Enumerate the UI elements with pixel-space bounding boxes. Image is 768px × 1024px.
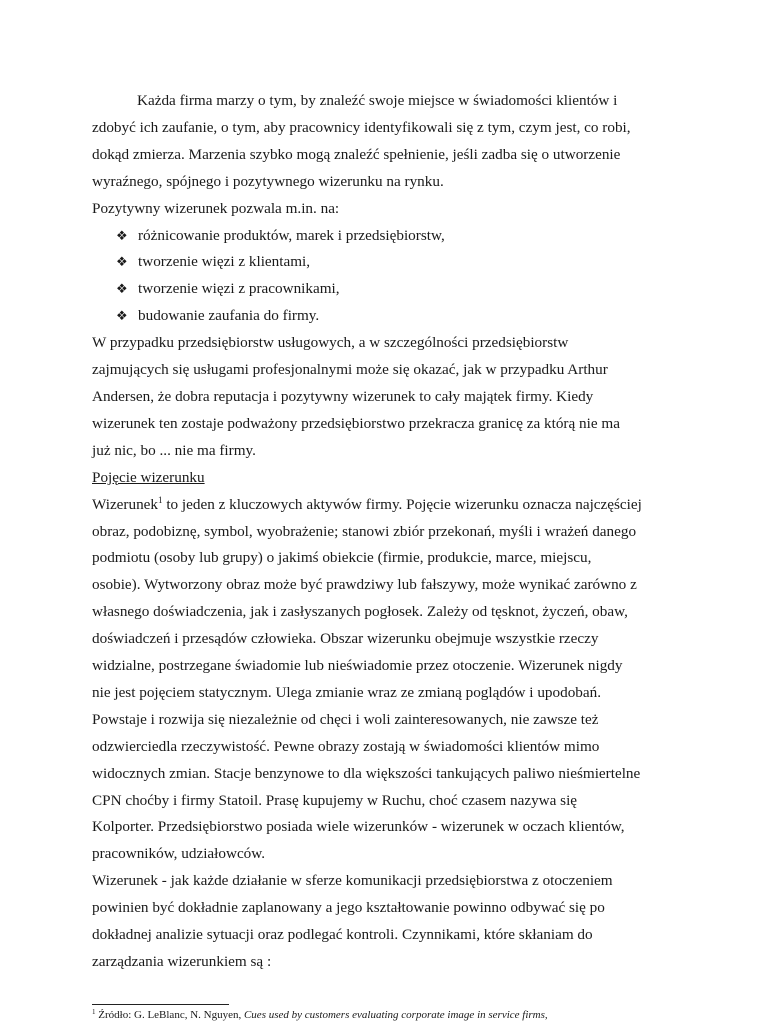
paragraph-intro: Każda firma marzy o tym, by znaleźć swoje miejsce w świadomości klientów i zdobyć ich zaufanie, o tym, aby pracownicy identyfikowali się z tym, czym jest, co robi, dokąd zmierza. Marzenia szybko mogą znaleźć spełnienie, jeśli zadba się o utworzenie wyraźnego, spójnego i pozytywnego wizerunku na rynku. (92, 92, 631, 190)
paragraph-management: Wizerunek - jak każde działanie w sferze komunikacji przedsiębiorstwa z otoczeniem powinien być dokładnie zaplanowany a jego kształtowanie powinno odbywać się po dokładnej analizie sytuacji oraz podlegać kontroli. Czynnikami, które skłaniam do zarządzania wizerunkiem są : (92, 872, 613, 970)
document-page (92, 88, 642, 976)
list-item (92, 249, 642, 276)
list-item-text: różnicowanie produktów, marek i przedsiębiorstw, (138, 226, 445, 244)
footnote-marker: 1 (92, 1008, 96, 1016)
list-item-text: budowanie zaufania do firmy. (138, 307, 320, 325)
list-item (92, 276, 642, 303)
section-heading: Pojęcie wizerunku (92, 468, 205, 486)
bullet-diamond-icon: ❖ (116, 281, 128, 297)
bullet-diamond-icon: ❖ (116, 227, 128, 243)
footnote-separator (92, 1004, 229, 1005)
list-item-text: tworzenie więzi z pracownikami, (138, 280, 340, 298)
paragraph-definition (92, 492, 642, 869)
footnote-text: Źródło: G. LeBlanc, N. Nguyen, (95, 1009, 244, 1021)
footnote-title: Cues used by customers evaluating corporate image in service firms, (243, 1009, 548, 1021)
definition-text: to jeden z kluczowych aktywów firmy. Pojęcie wizerunku oznacza najczęściej obraz, podobiznę, symbol, wyobrażenie; stanowi zbiór przekonań, myśli i wrażeń danego podmiotu (osoby lub grupy) o jakimś obiekcie (firmie, produkcie, marce, miejscu, osobie). Wytworzony obraz może być prawdziwy lub fałszywy, może wynikać zarówno z własnego doświadczenia, jak i zasłyszanych pogłosek. Zależy od tęsknot, życzeń, obaw, doświadczeń i przesądów człowieka. Obszar wizerunku obejmuje wszystkie rzeczy widzialne, postrzegane świadomie lub nieświadomie przez otoczenie. Wizerunek nigdy nie jest pojęciem statycznym. Ulega zmianie wraz ze zmianą poglądów i upodobań. Powstaje i rozwija się niezależnie od chęci i woli zainteresowanych, nie zawsze też odzwierciedla rzeczywistość. Pewne obrazy zostają w świadomości klientów mimo widocznych zmian. Stacje benzynowe to dla większości tankujących paliwo nieśmiertelne CPN choćby i firmy Statoil. Prasę kupujemy w Ruchu, choć czasem nazywa się Kolporter. Przedsiębiorstwo posiada wiele wizerunków - wizerunek w oczach klientów, pracowników, udziałowców. (92, 495, 642, 863)
benefits-list (92, 223, 642, 331)
list-item (92, 303, 642, 330)
footnote (92, 1008, 692, 1022)
footnote-reference[interactable]: 1 (158, 494, 163, 505)
bullet-diamond-icon: ❖ (116, 308, 128, 324)
list-item (92, 223, 642, 250)
list-item-text: tworzenie więzi z klientami, (138, 253, 311, 271)
bullet-diamond-icon: ❖ (116, 254, 128, 270)
definition-term: Wizerunek (92, 495, 159, 513)
paragraph-services: W przypadku przedsiębiorstw usługowych, a w szczególności przedsiębiorstw zajmujących się usługami profesjonalnymi może się okazać, jak w przypadku Arthur Andersen, że dobra reputacja i pozytywny wizerunek to cały majątek firmy. Kiedy wizerunek ten zostaje podważony przedsiębiorstwo przekracza granicę za którą nie ma już nic, bo ... nie ma firmy. (92, 334, 620, 459)
list-intro: Pozytywny wizerunek pozwala m.in. na: (92, 199, 340, 217)
